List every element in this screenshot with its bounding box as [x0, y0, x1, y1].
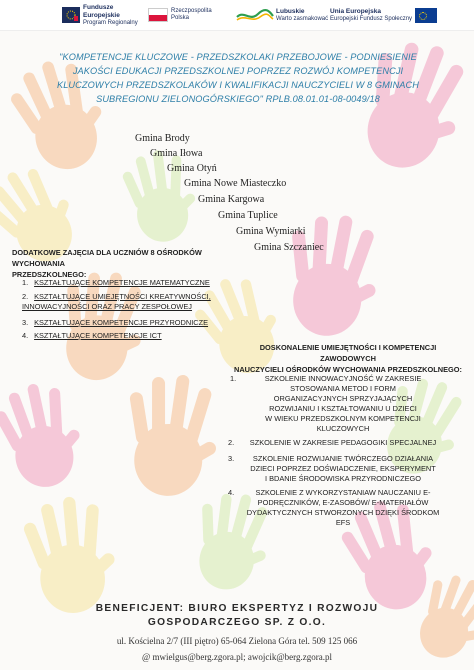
gmina-otyn: Gmina Otyń	[167, 163, 217, 174]
list-item: 1. KSZTAŁTUJĄCE KOMPETENCJE MATEMATYCZNE	[22, 278, 210, 287]
gmina-tuplice: Gmina Tuplice	[218, 210, 278, 221]
teacher-training-heading: DOSKONALENIE UMIEJĘTNOŚCI I KOMPETENCJI ZAWODOWYCH NAUCZYCIELI OŚRODKÓW WYCHOWANIA PRZEDSZKOLNEGO:	[233, 343, 462, 374]
address: ul. Kościelna 2/7 (III piętro) 65-064 Zielona Góra tel. 509 125 066	[116, 636, 358, 646]
eu-flag-icon	[415, 8, 437, 23]
hand-green-upper-mid	[118, 145, 203, 248]
list-item: 4. KSZTAŁTUJĄCE KOMPETENCJE ICT	[22, 331, 162, 340]
polish-flag-icon	[148, 8, 168, 22]
unia-europejska-logo: Unia Europejska Europejski Fundusz Społeczny	[330, 4, 440, 26]
gmina-wymiarki: Gmina Wymiarki	[236, 226, 306, 237]
gmina-nowe-miasteczko: Gmina Nowe Miasteczko	[184, 178, 287, 189]
fundusze-europejskie-logo: Fundusze Europejskie Program Regionalny	[62, 4, 138, 26]
hand-pink-lower-left	[0, 375, 93, 496]
email-contacts: @ mwielgus@berg.zgora.pl; awojcik@berg.zgora.pl	[142, 652, 332, 662]
list-item: 3. KSZTAŁTUJĄCE KOMPETENCJE PRZYRODNICZE	[22, 318, 209, 327]
fe-star-icon	[62, 7, 80, 23]
children-classes-heading: DODATKOWE ZAJĘCIA DLA UCZNIÓW 8 OŚRODKÓW WYCHOWANIA PRZEDSZKOLNEGO:	[12, 248, 202, 279]
rzeczpospolita-polska-logo: Rzeczpospolita Polska	[148, 4, 212, 26]
hand-yellow-bottom-left	[19, 491, 124, 618]
list-item: 2. SZKOLENIE W ZAKRESIE PEDAGOGIKI SPECJALNEJ	[228, 438, 437, 447]
list-item: 1. SZKOLENIE INNOWACYJNOŚĆ W ZAKRESIE STOSOWANIA METOD I FORM ORGANIZACYJNYCH SPRZYJAJĄCYCH ROZWIJANIU I KSZTAŁTOWANIU U DZIECI W WIEKU PRZEDSZKOLNYM KOMPETENCJI KLUCZOWYCH	[230, 374, 422, 433]
gmina-szczaniec: Gmina Szczaniec	[254, 242, 324, 253]
beneficiary: BENEFICJENT: BIURO EKSPERTYZ I ROZWOJU GOSPODARCZEGO SP. Z O.O.	[95, 603, 379, 628]
project-title: "KOMPETENCJE KLUCZOWE - PRZEDSZKOLAKI PRZEBOJOWE - PODNIESIENIE JAKOŚCI EDUKACJI PRZEDSZKOLNEJ POPRZEZ ROZWÓJ KOMPETENCJI KLUCZOWYCH PRZEDSZKOLAKÓW I KWALIFIKACJI NAUCZYCIELI W 8 GMINACH SUBREGIONU ZIELONOGÓRSKIEGO" RPLB.08.01.01-08-0049/18	[56, 52, 420, 104]
gmina-kargowa: Gmina Kargowa	[198, 194, 265, 205]
list-item: 3. SZKOLENIE ROZWIJANIE TWÓRCZEGO DZIAŁANIA DZIECI POPRZEZ DOŚWIADCZENIE, EKSPERYMENT I BDANIE ŚRODOWISKA PRZYRODNICZEGO	[228, 454, 436, 483]
logo-bar	[0, 0, 474, 31]
gmina-brody: Gmina Brody	[135, 133, 190, 144]
list-item: 4. SZKOLENIE Z WYKORZYSTANIAW NAUCZANIU E- PODRĘCZNIKÓW, E-ZASOBÓW/ E-MATERIAŁÓW DYDAKTYCZNYCH STWORZONYCH DZIĘKI ŚRODKOM EFS	[228, 488, 440, 527]
gmina-ilowa: Gmina Iłowa	[150, 148, 203, 159]
lubuskie-wave-icon	[236, 8, 274, 22]
lubuskie-logo: Lubuskie Warto zasmakować	[236, 4, 328, 26]
list-item: 2. KSZTAŁTUJĄCE UMIEJĘTNOŚCI KREATYWNOŚCI, INNOWACYJNOŚCI ORAZ PRACY ZESPOŁOWEJ	[22, 292, 211, 311]
